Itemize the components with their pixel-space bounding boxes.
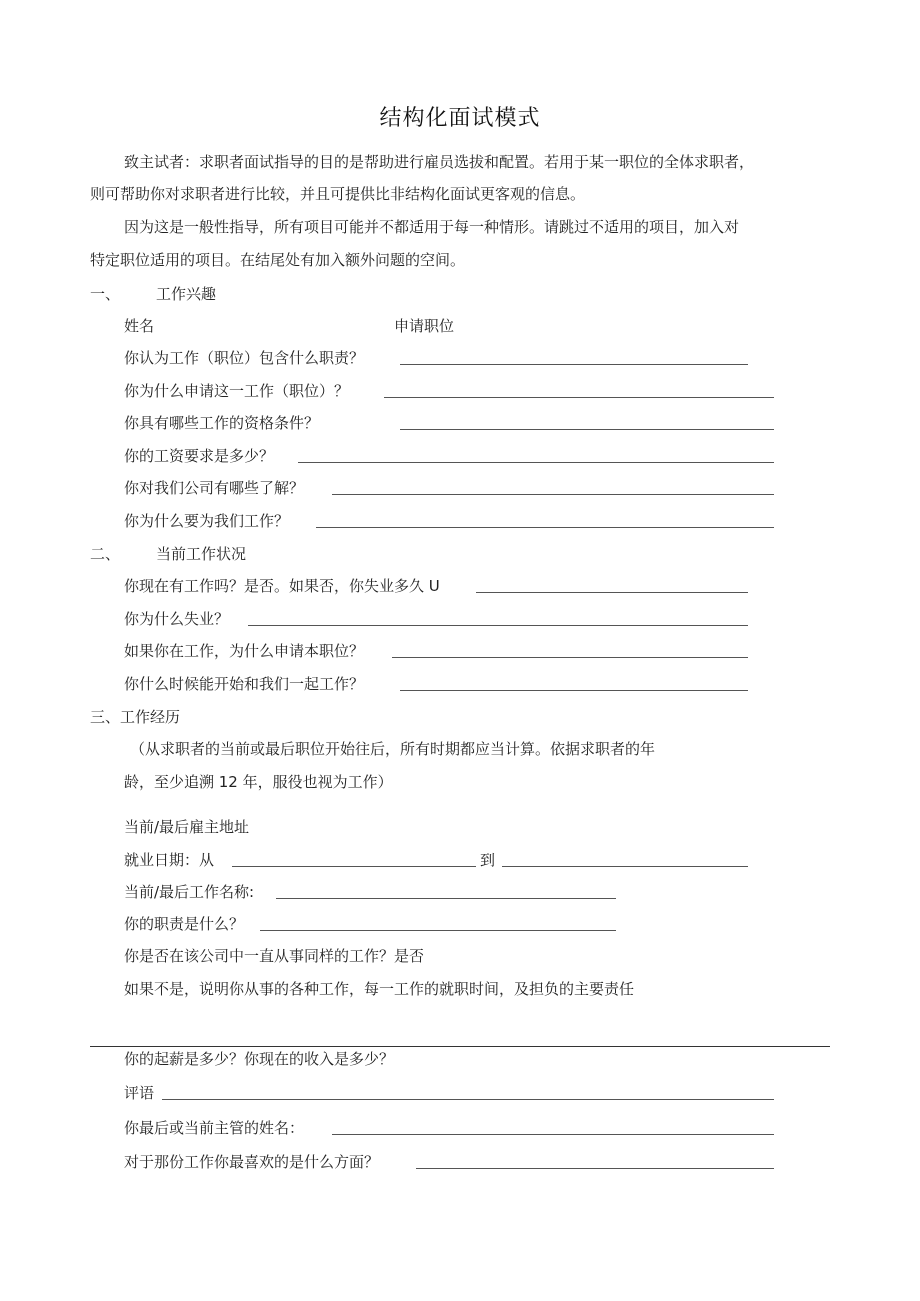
- employer-address-label: 当前/最后雇主地址: [124, 818, 250, 836]
- employment-to-line[interactable]: [502, 866, 748, 867]
- answer-line[interactable]: [476, 592, 748, 593]
- page-title: 结构化面试模式: [379, 106, 541, 131]
- section-3-note-line-2: 龄，至少追溯 12 年，服役也视为工作）: [124, 773, 393, 791]
- answer-line[interactable]: [332, 494, 774, 495]
- name-label: 姓名: [124, 317, 155, 335]
- answer-line[interactable]: [332, 1134, 774, 1135]
- section-3-note-line-1: （从求职者的当前或最后职位开始往后，所有时期都应当计算。依据求职者的年: [130, 740, 656, 758]
- answer-line[interactable]: [260, 930, 616, 931]
- answer-line[interactable]: [416, 1168, 774, 1169]
- question-liked-most: 对于那份工作你最喜欢的是什么方面？: [124, 1153, 380, 1171]
- section-2-heading: 当前工作状况: [156, 545, 247, 563]
- intro-paragraph-1-line-1: 致主试者：求职者面试指导的目的是帮助进行雇员选拔和配置。若用于某一职位的全体求职者，: [124, 153, 755, 171]
- question-why-work-for-us: 你为什么要为我们工作？: [124, 512, 290, 530]
- answer-line[interactable]: [400, 690, 748, 691]
- question-salary-requirement: 你的工资要求是多少？: [124, 447, 275, 465]
- question-why-unemployed: 你为什么失业？: [124, 610, 230, 628]
- position-label: 申请职位: [394, 317, 455, 335]
- employment-to-label: 到: [480, 851, 496, 869]
- question-salary: 你的起薪是多少？你现在的收入是多少？: [124, 1050, 395, 1068]
- question-start-date: 你什么时候能开始和我们一起工作？: [124, 675, 365, 693]
- question-if-not-describe: 如果不是，说明你从事的各种工作，每一工作的就职时间，及担负的主要责任: [124, 980, 635, 998]
- section-3-heading: 三、工作经历: [90, 708, 181, 726]
- question-qualifications: 你具有哪些工作的资格条件？: [124, 414, 320, 432]
- question-duties-of-position: 你认为工作（职位）包含什么职责？: [124, 349, 365, 367]
- question-same-work: 你是否在该公司中一直从事同样的工作？是否: [124, 947, 425, 965]
- question-supervisor-name: 你最后或当前主管的姓名：: [124, 1119, 305, 1137]
- answer-line[interactable]: [392, 657, 748, 658]
- section-1-heading: 工作兴趣: [156, 285, 217, 303]
- answer-line[interactable]: [162, 1099, 774, 1100]
- answer-line[interactable]: [400, 364, 748, 365]
- full-width-answer-line[interactable]: [90, 1046, 830, 1047]
- question-why-apply-while-employed: 如果你在工作，为什么申请本职位？: [124, 642, 365, 660]
- answer-line[interactable]: [298, 462, 774, 463]
- intro-paragraph-2-line-1: 因为这是一般性指导，所有项目可能并不都适用于每一种情形。请跳过不适用的项目，加入对: [124, 218, 740, 236]
- answer-line[interactable]: [276, 898, 616, 899]
- answer-line[interactable]: [400, 429, 774, 430]
- section-1-number: 一、: [90, 285, 121, 303]
- question-company-knowledge: 你对我们公司有哪些了解？: [124, 479, 305, 497]
- employment-dates-label: 就业日期：从: [124, 851, 215, 869]
- intro-paragraph-1-line-2: 则可帮助你对求职者进行比较，并且可提供比非结构化面试更客观的信息。: [90, 185, 586, 203]
- comments-label: 评语: [124, 1084, 155, 1102]
- section-2-number: 二、: [90, 545, 121, 563]
- question-why-apply: 你为什么申请这一工作（职位）？: [124, 382, 350, 400]
- question-currently-employed: 你现在有工作吗？是否。如果否，你失业多久 U: [124, 577, 440, 595]
- intro-paragraph-2-line-2: 特定职位适用的项目。在结尾处有加入额外问题的空间。: [90, 251, 466, 269]
- employment-from-line[interactable]: [232, 866, 476, 867]
- answer-line[interactable]: [248, 625, 748, 626]
- job-title-label: 当前/最后工作名称:: [124, 883, 255, 901]
- answer-line[interactable]: [316, 527, 774, 528]
- answer-line[interactable]: [384, 397, 774, 398]
- question-duties: 你的职责是什么？: [124, 915, 245, 933]
